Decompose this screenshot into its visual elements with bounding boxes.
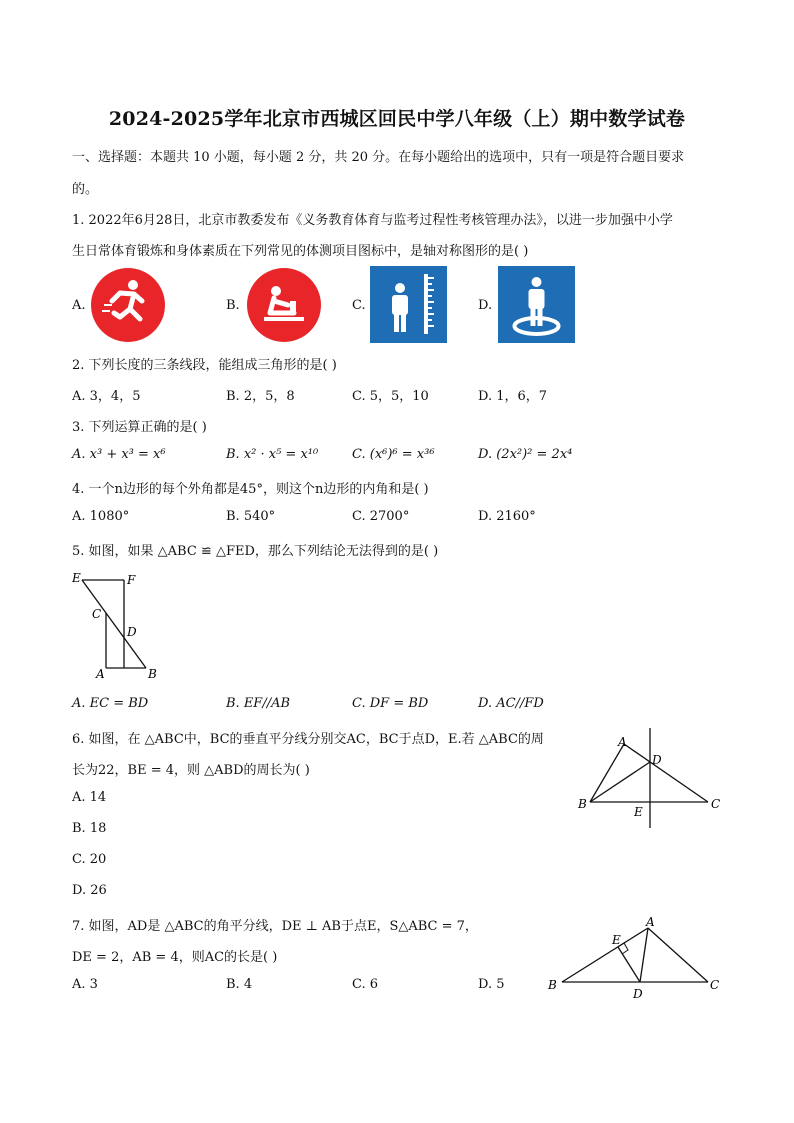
q5-label-f: F [127, 573, 136, 587]
q6-stem-line2: 长为22，BE = 4，则 △ABD的周长为( ) [72, 763, 310, 778]
q3-option-c: C. (x⁶)⁶ = x³⁶ [352, 447, 435, 462]
section-header-line2: 的。 [72, 182, 99, 197]
q6-label-c: C [711, 797, 721, 811]
q4-option-d: D. 2160° [478, 509, 536, 524]
q2-stem: 2. 下列长度的三条线段，能组成三角形的是( ) [72, 358, 337, 373]
q7-label-d: D [633, 987, 643, 1001]
q7-label-e: E [612, 933, 621, 947]
q7-option-b: B. 4 [226, 977, 253, 992]
q3-stem: 3. 下列运算正确的是( ) [72, 420, 207, 435]
q5-label-d: D [127, 625, 137, 639]
q6-label-a: A [618, 735, 627, 749]
q7-label-a: A [646, 915, 655, 929]
q2-option-c: C. 5，5，10 [352, 389, 429, 404]
q5-figure [68, 568, 168, 682]
q5-stem: 5. 如图，如果 △ABC ≌ △FED，那么下列结论无法得到的是( ) [72, 544, 439, 559]
q6-label-e: E [634, 805, 643, 819]
q7-figure [544, 914, 726, 1002]
q2-option-d: D. 1，6，7 [478, 389, 548, 404]
q6-figure [572, 724, 728, 830]
q4-stem: 4. 一个n边形的每个外角都是45°，则这个n边形的内角和是( ) [72, 482, 429, 497]
q7-option-a: A. 3 [72, 977, 98, 992]
page-title: 2024-2025学年北京市西城区回民中学八年级（上）期中数学试卷 [108, 108, 686, 130]
q6-label-d: D [652, 753, 662, 767]
q7-label-b: B [548, 978, 557, 992]
sit-and-reach-icon [246, 267, 322, 343]
q4-option-c: C. 2700° [352, 509, 410, 524]
running-icon [90, 267, 166, 343]
q5-option-d: D. AC//FD [478, 696, 544, 711]
standing-circle-icon [498, 266, 575, 343]
q2-option-b: B. 2，5，8 [226, 389, 295, 404]
q1-option-b-label: B. [226, 298, 240, 313]
q6-option-a: A. 14 [72, 790, 107, 805]
q6-option-d: D. 26 [72, 883, 107, 898]
q4-option-a: A. 1080° [72, 509, 130, 524]
q6-label-b: B [578, 797, 587, 811]
q1-option-c-label: C. [352, 298, 366, 313]
q1-option-a-label: A. [72, 298, 86, 313]
q6-option-c: C. 20 [72, 852, 107, 867]
q5-label-c: C [92, 607, 102, 621]
q7-label-c: C [710, 978, 720, 992]
q1-option-d-label: D. [478, 298, 493, 313]
section-header-line1: 一、选择题：本题共 10 小题，每小题 2 分，共 20 分。在每小题给出的选项中，只有一项是符合题目要求 [72, 150, 685, 165]
q4-option-b: B. 540° [226, 509, 276, 524]
q5-option-b: B. EF//AB [226, 696, 291, 711]
q5-option-a: A. EC = BD [72, 696, 149, 711]
q7-stem-line2: DE = 2，AB = 4，则AC的长是( ) [72, 950, 278, 965]
q5-option-c: C. DF = BD [352, 696, 429, 711]
q6-option-b: B. 18 [72, 821, 107, 836]
q7-option-d: D. 5 [478, 977, 505, 992]
q2-option-a: A. 3，4，5 [72, 389, 141, 404]
q1-stem-line2: 生日常体育锻炼和身体素质在下列常见的体测项目图标中，是轴对称图形的是( ) [72, 244, 529, 259]
q1-stem-line1: 1. 2022年6月28日，北京市教委发布《义务教育体育与监考过程性考核管理办法》，以进一步加强中小学 [72, 213, 673, 228]
q7-option-c: C. 6 [352, 977, 379, 992]
q6-stem-line1: 6. 如图，在 △ABC中，BC的垂直平分线分别交AC，BC于点D，E.若 △ABC的周 [72, 732, 544, 747]
q3-option-b: B. x² · x⁵ = x¹⁰ [226, 447, 319, 462]
q5-label-e: E [72, 571, 81, 585]
q5-label-a: A [96, 667, 105, 681]
q3-option-a: A. x³ + x³ = x⁶ [72, 447, 166, 462]
q5-label-b: B [148, 667, 157, 681]
q7-stem-line1: 7. 如图，AD是 △ABC的角平分线，DE ⊥ AB于点E，S△ABC = 7， [72, 919, 478, 934]
height-measure-icon [370, 266, 447, 343]
q3-option-d: D. (2x²)² = 2x⁴ [478, 447, 573, 462]
